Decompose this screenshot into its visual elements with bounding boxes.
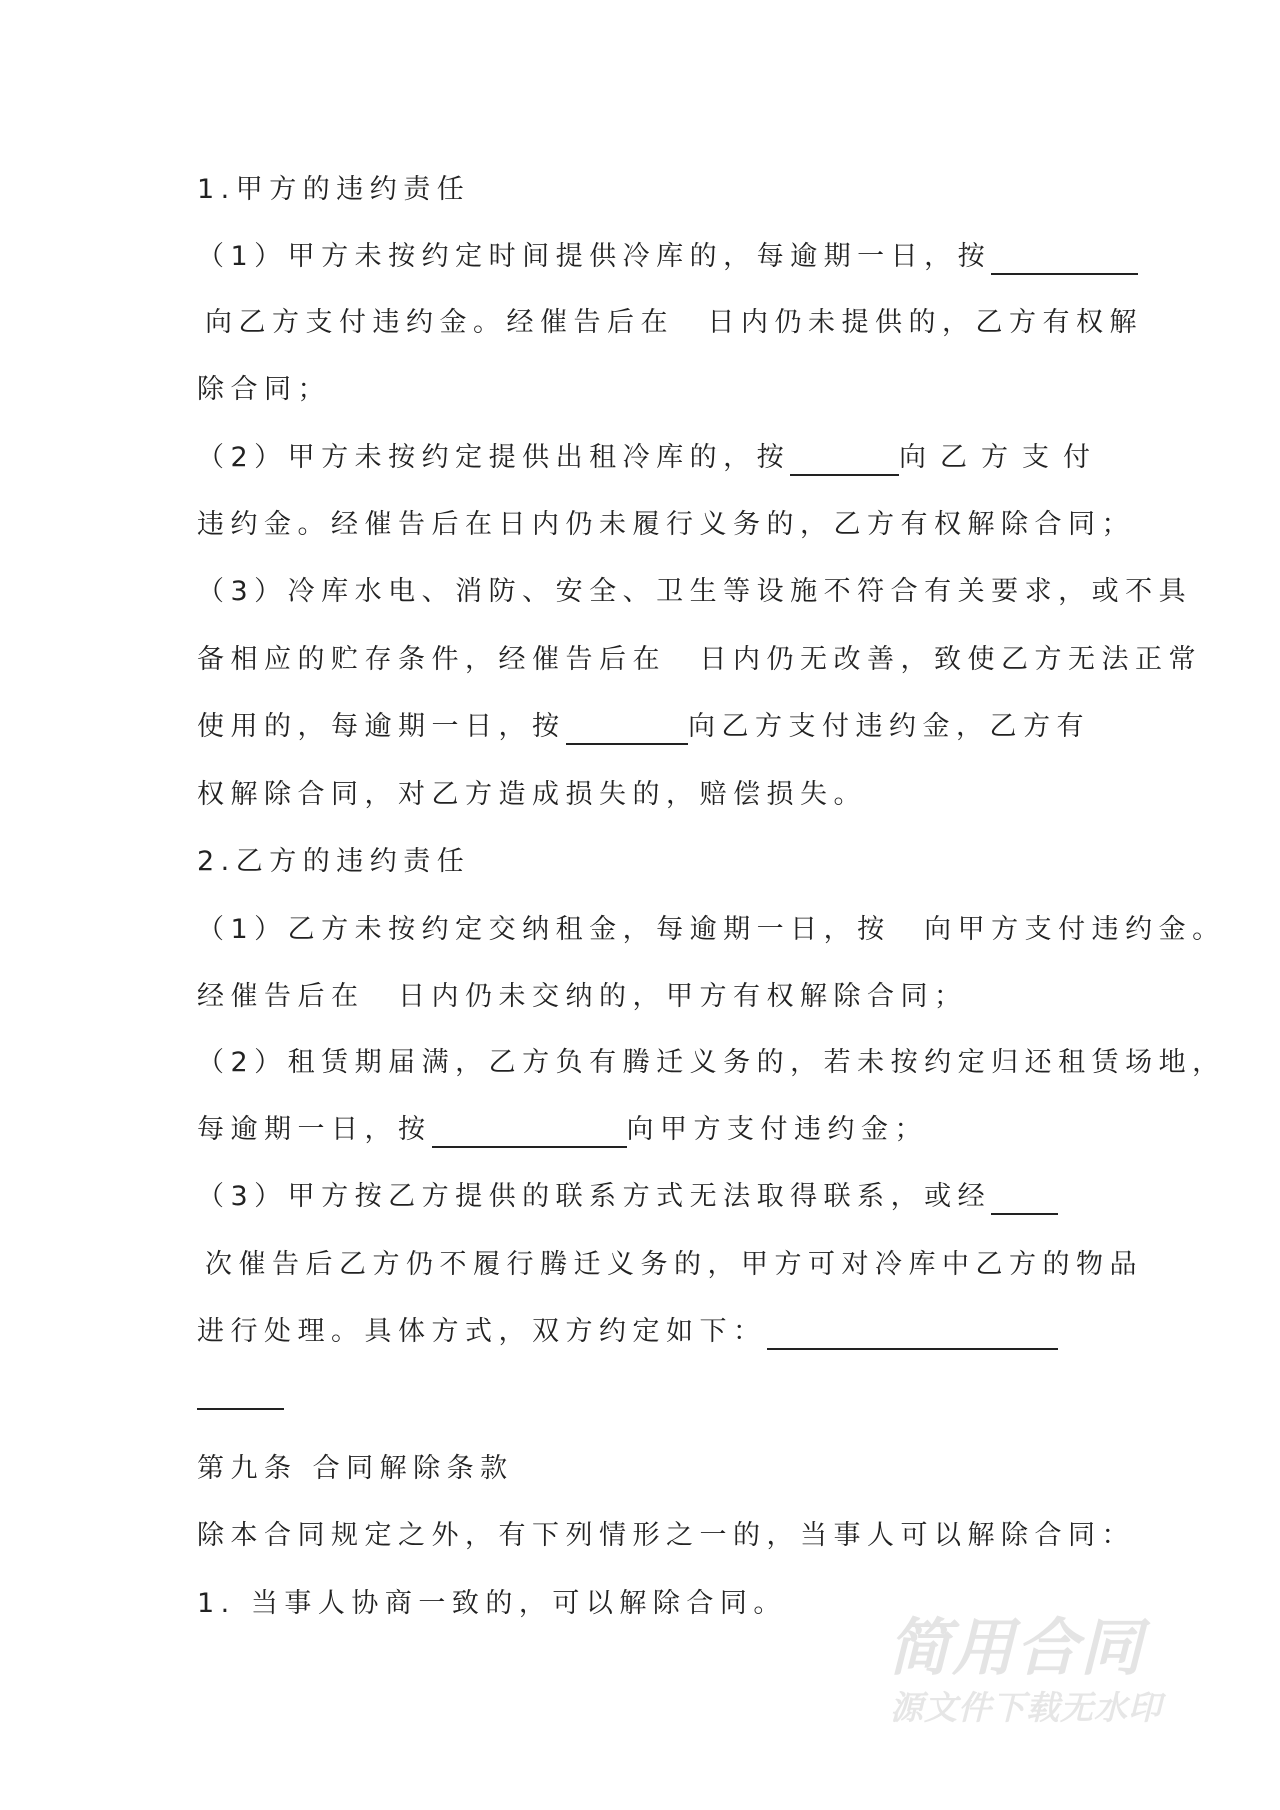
text: 使用的，每逾期一日，按 [197,711,566,742]
text: 除合同； [197,374,331,405]
text: （1）甲方未按约定时间提供冷库的，每逾期一日，按 [197,241,992,272]
text: 1. 当事人协商一致的，可以解除合同。 [197,1588,787,1619]
clause-line [197,370,331,410]
text: 向乙方支付 [899,442,1104,473]
clause-line [197,977,968,1017]
clause-line [197,303,1143,343]
clause-line [197,438,1104,478]
clause-line [197,505,1135,545]
clause-line [197,1584,787,1624]
clause-line [197,775,867,815]
blank-field [991,1183,1058,1215]
text: 权解除合同，对乙方造成损失的，赔偿损失。 [197,779,867,810]
clause-line [197,1245,1143,1285]
clause-line [197,1043,1226,1083]
text: 每逾期一日，按 [197,1114,432,1145]
clause-line [197,572,1192,612]
text: （2）甲方未按约定提供出租冷库的，按 [197,442,791,473]
clause-line [197,1516,1135,1556]
blank-field [991,243,1138,275]
clause-line [197,707,1090,747]
blank-field [767,1318,1059,1350]
text: 向乙方支付违约金。经催告后在 日内仍未提供的，乙方有权解 [205,307,1143,338]
clause-line [197,640,1202,680]
blank-field [566,713,689,745]
clause-line [197,910,1226,950]
clause-line [197,1312,1058,1352]
watermark-logo: 简用合同 [888,1611,1145,1684]
text: 违约金。经催告后在日内仍未履行义务的，乙方有权解除合同； [197,509,1135,540]
text: 除本合同规定之外，有下列情形之一的，当事人可以解除合同： [197,1520,1135,1551]
clause-line [197,237,1138,277]
text: （3）冷库水电、消防、安全、卫生等设施不符合有关要求，或不具 [197,576,1193,607]
text: （1）乙方未按约定交纳租金，每逾期一日，按 向甲方支付违约金。 [197,914,1226,945]
text: 第九条 合同解除条款 [197,1453,514,1484]
blank-field [432,1116,627,1148]
article-nine-heading [197,1449,514,1489]
text: （3）甲方按乙方提供的联系方式无法取得联系，或经 [197,1181,992,1212]
text: 次催告后乙方仍不履行腾迁义务的，甲方可对冷库中乙方的物品 [205,1249,1143,1280]
clause-line [197,1110,928,1150]
text: 2.乙方的违约责任 [197,846,471,877]
text: 备相应的贮存条件，经催告后在 日内仍无改善，致使乙方无法正常 [197,644,1202,675]
text: 向甲方支付违约金； [626,1114,928,1145]
watermark-subtitle: 源文件下载无水印 [890,1688,1162,1727]
text: 经催告后在 日内仍未交纳的，甲方有权解除合同； [197,981,968,1012]
heading-party-b-liability [197,842,470,882]
heading-party-a-liability [197,170,470,210]
blank-field [197,1408,284,1410]
text: （2）租赁期届满，乙方负有腾迁义务的，若未按约定归还租赁场地， [197,1047,1226,1078]
blank-field [790,444,899,476]
text: 进行处理。具体方式，双方约定如下： [197,1316,767,1347]
text: 向乙方支付违约金，乙方有 [688,711,1090,742]
text: 1.甲方的违约责任 [197,174,471,205]
clause-line [197,1177,1058,1217]
